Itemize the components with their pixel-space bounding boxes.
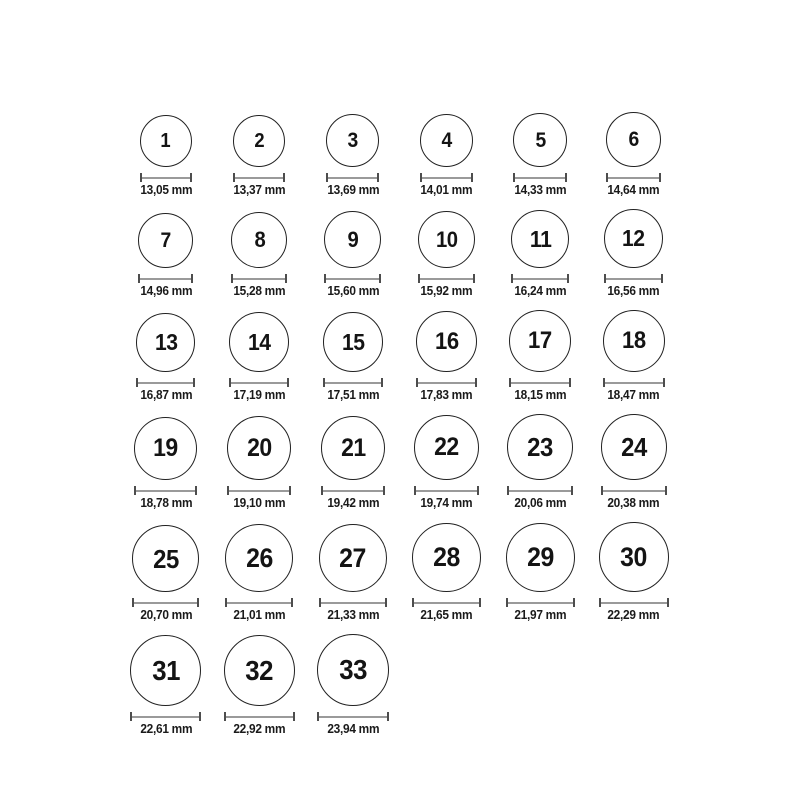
- diameter-label: 17,83 mm: [420, 388, 473, 402]
- diameter-measure-line: [414, 486, 479, 495]
- diameter-label: 15,28 mm: [233, 284, 286, 298]
- ring-size-number: 4: [441, 129, 452, 152]
- diameter-measure-line: [420, 173, 473, 182]
- diameter-measure-line: [231, 274, 287, 283]
- diameter-label: 23,94 mm: [327, 722, 379, 736]
- ring-circle: [319, 524, 387, 592]
- ring-circle: [317, 634, 389, 706]
- diameter-measure-line: [511, 274, 569, 283]
- ring-size-item: [213, 212, 307, 298]
- ring-size-number: 19: [153, 434, 179, 462]
- ring-circle: [138, 213, 193, 268]
- ring-size-item: [400, 211, 494, 298]
- ring-circle: [506, 523, 575, 592]
- diameter-measure-line: [507, 486, 573, 495]
- ring-circle: [412, 523, 481, 592]
- ring-size-item: [587, 209, 681, 298]
- diameter-label: 21,65 mm: [420, 608, 473, 622]
- ring-circle: [601, 414, 667, 480]
- ring-size-item: [587, 112, 681, 197]
- ring-circle: [130, 635, 201, 706]
- diameter-measure-line: [506, 598, 575, 607]
- diameter-measure-line: [604, 274, 663, 283]
- diameter-measure-line: [412, 598, 481, 607]
- ring-size-item: [400, 114, 494, 197]
- ring-size-item: [493, 113, 587, 197]
- ring-size-number: 15: [341, 328, 365, 355]
- ring-circle: [416, 311, 477, 372]
- diameter-measure-line: [418, 274, 475, 283]
- size-row: [119, 310, 681, 402]
- ring-circle: [233, 115, 285, 167]
- diameter-label: 17,19 mm: [233, 388, 286, 402]
- ring-circle: [227, 416, 291, 480]
- ring-circle: [231, 212, 287, 268]
- ring-size-number: 7: [160, 229, 171, 252]
- diameter-label: 15,60 mm: [327, 284, 379, 298]
- ring-size-number: 16: [434, 327, 459, 355]
- ring-size-number: 30: [620, 541, 648, 572]
- ring-circle: [132, 525, 199, 592]
- ring-circle: [224, 635, 295, 706]
- size-row: [119, 209, 681, 298]
- diameter-measure-line: [599, 598, 669, 607]
- diameter-label: 16,56 mm: [607, 284, 660, 298]
- ring-size-item: [400, 523, 494, 622]
- ring-size-number: 11: [529, 225, 551, 252]
- diameter-measure-line: [323, 378, 383, 387]
- ring-size-number: 25: [152, 543, 179, 574]
- ring-circle: [420, 114, 473, 167]
- diameter-label: 22,92 mm: [233, 722, 286, 736]
- ring-circle: [324, 211, 381, 268]
- diameter-measure-line: [509, 378, 571, 387]
- ring-size-item: [213, 416, 307, 510]
- ring-circle: [604, 209, 663, 268]
- ring-size-item: [213, 312, 307, 402]
- ring-size-item: [587, 522, 681, 622]
- diameter-label: 16,87 mm: [139, 388, 192, 402]
- diameter-label: 14,96 mm: [139, 284, 192, 298]
- ring-size-number: 31: [151, 654, 180, 686]
- ring-size-number: 10: [435, 226, 458, 252]
- diameter-measure-line: [326, 173, 379, 182]
- diameter-label: 18,47 mm: [607, 388, 660, 402]
- diameter-label: 20,06 mm: [514, 496, 567, 510]
- diameter-measure-line: [606, 173, 661, 182]
- ring-circle: [507, 414, 573, 480]
- ring-size-item: [493, 210, 587, 298]
- size-grid: [119, 112, 681, 736]
- ring-size-item: [493, 414, 587, 510]
- ring-size-number: 24: [620, 432, 647, 462]
- diameter-label: 15,92 mm: [420, 284, 473, 298]
- ring-size-number: 5: [535, 128, 546, 152]
- ring-circle: [323, 312, 383, 372]
- ring-size-item: [306, 634, 400, 736]
- ring-size-number: 6: [628, 128, 639, 151]
- diameter-measure-line: [140, 173, 192, 182]
- ring-circle: [134, 417, 197, 480]
- diameter-label: 22,29 mm: [607, 608, 660, 622]
- diameter-measure-line: [138, 274, 193, 283]
- diameter-measure-line: [317, 712, 389, 721]
- diameter-measure-line: [513, 173, 567, 182]
- diameter-label: 13,05 mm: [139, 183, 192, 197]
- diameter-measure-line: [319, 598, 387, 607]
- ring-circle: [229, 312, 289, 372]
- size-row: [119, 414, 681, 510]
- ring-size-item: [306, 211, 400, 298]
- ring-size-number: 8: [253, 227, 265, 252]
- diameter-label: 20,70 mm: [139, 608, 192, 622]
- ring-size-item: [587, 310, 681, 402]
- size-row: [119, 522, 681, 622]
- ring-size-item: [306, 416, 400, 510]
- ring-circle: [225, 524, 293, 592]
- ring-circle: [509, 310, 571, 372]
- ring-size-item: [119, 313, 213, 402]
- ring-size-number: 26: [246, 542, 273, 573]
- ring-size-number: 12: [622, 225, 646, 251]
- ring-size-item: [400, 415, 494, 510]
- diameter-label: 18,15 mm: [514, 388, 567, 402]
- ring-size-number: 9: [347, 226, 359, 252]
- ring-size-number: 18: [621, 327, 646, 354]
- ring-circle: [511, 210, 569, 268]
- ring-size-item: [493, 523, 587, 622]
- diameter-label: 14,33 mm: [514, 183, 567, 197]
- ring-size-number: 20: [247, 433, 272, 462]
- diameter-label: 21,97 mm: [514, 608, 567, 622]
- ring-size-number: 3: [347, 129, 359, 152]
- diameter-label: 19,10 mm: [233, 496, 286, 510]
- diameter-measure-line: [416, 378, 477, 387]
- ring-circle: [321, 416, 385, 480]
- diameter-label: 16,24 mm: [514, 284, 567, 298]
- ring-size-item: [213, 115, 307, 197]
- ring-size-item: [306, 114, 400, 197]
- diameter-label: 17,51 mm: [327, 388, 379, 402]
- ring-size-item: [119, 417, 213, 510]
- ring-size-number: 17: [528, 327, 552, 354]
- ring-circle: [513, 113, 567, 167]
- ring-size-number: 2: [254, 130, 265, 152]
- ring-size-item: [213, 635, 307, 736]
- ring-size-number: 1: [160, 130, 171, 152]
- diameter-measure-line: [227, 486, 291, 495]
- ring-size-number: 13: [154, 329, 178, 355]
- ring-size-item: [493, 310, 587, 402]
- diameter-measure-line: [233, 173, 285, 182]
- ring-size-number: 33: [339, 654, 367, 685]
- ring-size-number: 32: [245, 654, 274, 686]
- diameter-measure-line: [229, 378, 289, 387]
- diameter-label: 22,61 mm: [139, 722, 192, 736]
- diameter-label: 21,01 mm: [233, 608, 286, 622]
- ring-size-item: [119, 635, 213, 736]
- ring-size-item: [119, 213, 213, 298]
- diameter-measure-line: [324, 274, 381, 283]
- diameter-label: 21,33 mm: [327, 608, 379, 622]
- diameter-measure-line: [225, 598, 293, 607]
- ring-circle: [606, 112, 661, 167]
- diameter-measure-line: [321, 486, 385, 495]
- diameter-label: 20,38 mm: [607, 496, 660, 510]
- diameter-measure-line: [603, 378, 665, 387]
- ring-size-item: [587, 414, 681, 510]
- ring-size-number: 23: [527, 432, 554, 462]
- ring-size-item: [119, 525, 213, 622]
- diameter-measure-line: [132, 598, 199, 607]
- diameter-measure-line: [130, 712, 201, 721]
- diameter-measure-line: [601, 486, 667, 495]
- ring-size-item: [213, 524, 307, 622]
- ring-size-chart: [119, 0, 681, 736]
- diameter-label: 14,64 mm: [607, 183, 660, 197]
- ring-circle: [414, 415, 479, 480]
- ring-circle: [326, 114, 379, 167]
- diameter-label: 14,01 mm: [420, 183, 473, 197]
- ring-size-number: 28: [433, 542, 460, 572]
- ring-circle: [603, 310, 665, 372]
- ring-size-item: [306, 312, 400, 402]
- ring-size-number: 21: [340, 433, 366, 462]
- size-row: [119, 634, 681, 736]
- ring-size-number: 29: [526, 542, 554, 572]
- diameter-label: 13,69 mm: [327, 183, 379, 197]
- diameter-label: 19,74 mm: [420, 496, 473, 510]
- diameter-label: 13,37 mm: [233, 183, 286, 197]
- ring-circle: [140, 115, 192, 167]
- ring-circle: [418, 211, 475, 268]
- ring-circle: [599, 522, 669, 592]
- ring-circle: [136, 313, 195, 372]
- ring-size-number: 27: [339, 542, 367, 573]
- ring-size-number: 22: [434, 433, 459, 461]
- diameter-label: 18,78 mm: [139, 496, 192, 510]
- diameter-measure-line: [134, 486, 197, 495]
- ring-size-item: [119, 115, 213, 197]
- diameter-label: 19,42 mm: [327, 496, 379, 510]
- diameter-measure-line: [224, 712, 295, 721]
- size-row: [119, 112, 681, 197]
- diameter-measure-line: [136, 378, 195, 387]
- ring-size-number: 14: [248, 328, 271, 355]
- ring-size-item: [400, 311, 494, 402]
- ring-size-item: [306, 524, 400, 622]
